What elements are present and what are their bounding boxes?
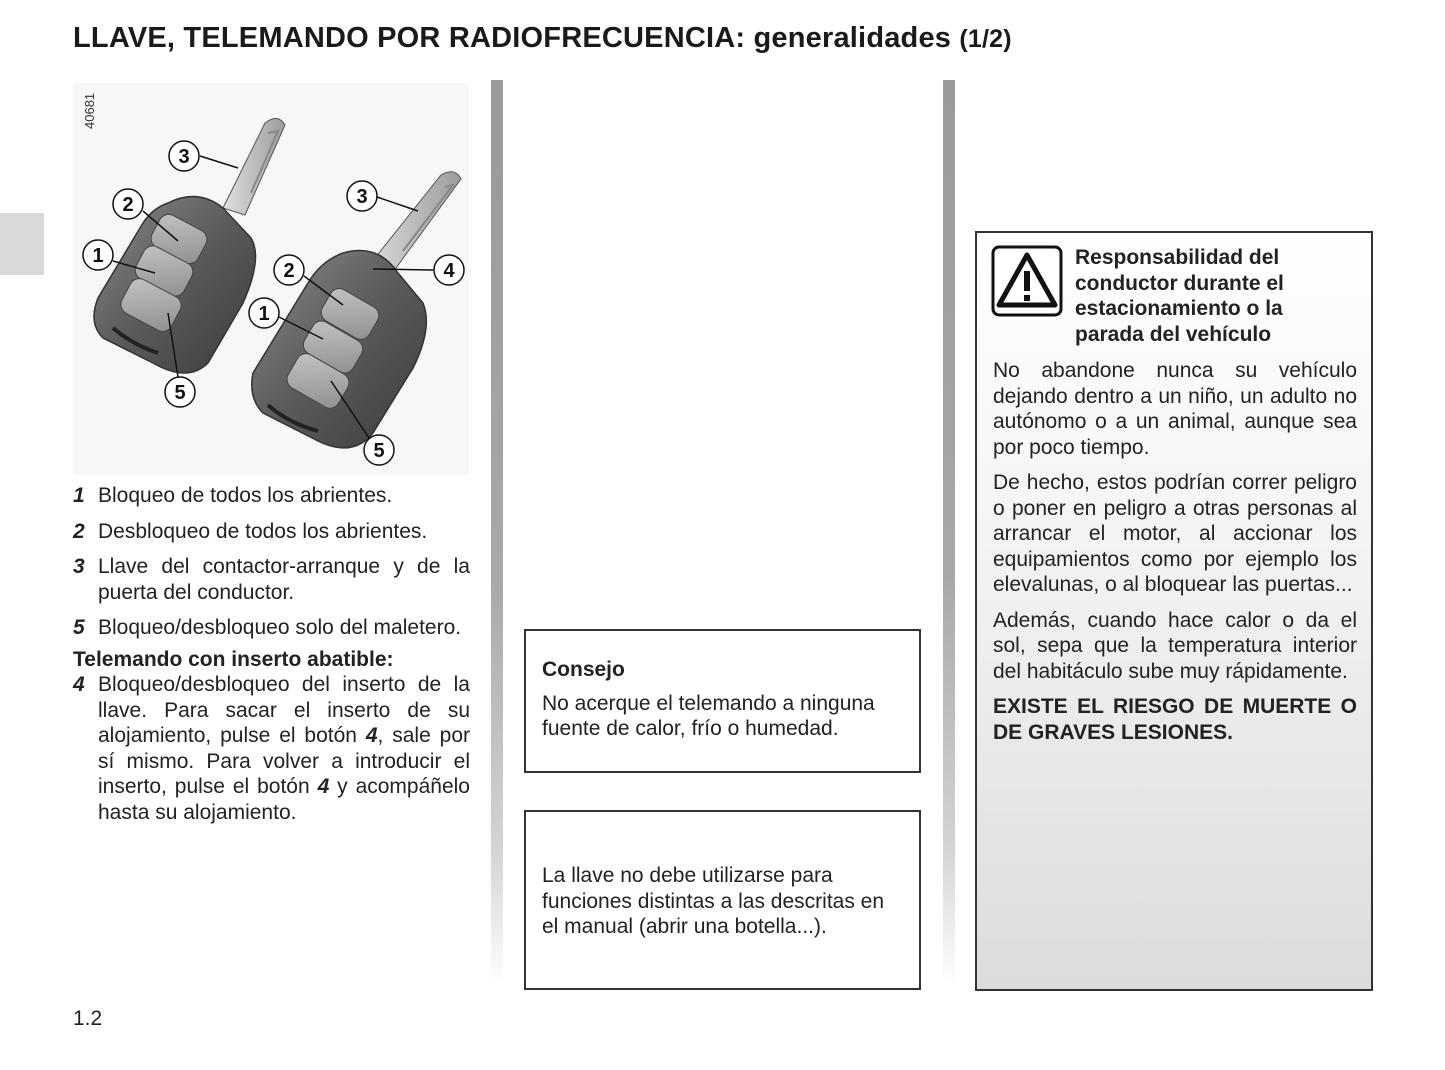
legend-item-text: Llave del contactor-arranque y de la puerta del conductor. — [98, 555, 470, 604]
figure-ref: 40681 — [82, 92, 97, 129]
column-divider-right — [943, 80, 955, 985]
legend — [73, 483, 470, 835]
legend-item-number: 2 — [73, 519, 85, 543]
legend-item — [73, 519, 470, 545]
legend-item4-text-c: y acompáñelo hasta su alojamiento. — [98, 775, 470, 824]
warning-paragraph: Además, cuando hace calor o da el sol, sepa que la temperatura interior del habitáculo sube muy rápidamente. — [993, 608, 1357, 683]
callout-right-3: 3 — [356, 186, 368, 208]
page-number: 1.2 — [73, 1007, 103, 1030]
legend-item-text: Desbloqueo de todos los abrientes. — [98, 519, 428, 543]
page-title-main: LLAVE, TELEMANDO POR RADIOFRECUENCIA: generalidades — [73, 22, 952, 54]
callout-right-4: 4 — [443, 260, 455, 282]
tip-title: Consejo — [542, 658, 625, 681]
callout-right-5: 5 — [373, 440, 385, 462]
legend-item-number: 3 — [73, 555, 85, 578]
legend-item4-text-b: , sale por sí mismo. Para volver a introducir el inserto, pulse el botón — [98, 724, 470, 798]
warning-box — [975, 231, 1373, 991]
note-box — [524, 810, 921, 990]
legend-subheading: Telemando con inserto abatible: — [73, 647, 394, 671]
legend-item — [73, 483, 470, 509]
key-illustration-svg — [73, 83, 469, 475]
legend-item4-button-ref: 4 — [317, 775, 330, 798]
legend-item — [73, 615, 470, 641]
legend-item4-button-ref: 4 — [365, 724, 378, 747]
page-title-part: (1/2) — [959, 25, 1012, 53]
callout-right-1: 1 — [258, 303, 270, 325]
callout-left-2: 2 — [122, 194, 134, 216]
legend-item-number: 5 — [73, 616, 85, 639]
column-divider-left — [491, 80, 503, 985]
legend-item-text: Bloqueo de todos los abrientes. — [98, 484, 393, 507]
legend-item-text: Bloqueo/desbloqueo solo del maletero. — [98, 616, 462, 639]
side-section-tab — [0, 213, 44, 275]
legend-item4-text-a: Bloqueo/desbloqueo del inserto de la llave. Para sacar el inserto de su alojamiento, pulse el botón — [98, 673, 470, 747]
note-text: La llave no debe utilizarse para funciones distintas a las descritas en el manual (abrir una botella...). — [542, 864, 885, 938]
legend-item-number: 1 — [73, 484, 85, 507]
callout-left-5: 5 — [174, 382, 186, 404]
warning-paragraph: No abandone nunca su vehículo dejando dentro a un niño, un adulto no autónomo o a un animal, aunque sea por poco tiempo. — [993, 359, 1357, 459]
tip-text: No acerque el telemando a ninguna fuente de calor, frío o humedad. — [542, 691, 875, 740]
key-illustration — [73, 83, 469, 475]
callout-left-1: 1 — [92, 245, 104, 267]
legend-item — [73, 554, 470, 605]
tip-box — [524, 629, 921, 773]
warning-emphasis: EXISTE EL RIESGO DE MUERTE O DE GRAVES LESIONES. — [993, 695, 1357, 744]
warning-paragraph: De hecho, estos podrían correr peligro o poner en peligro a otras personas al arrancar el motor, al accionar los equipamientos como por ejemplo los elevalunas, o al bloquear las puertas... — [993, 471, 1357, 596]
legend-item-number: 4 — [73, 673, 85, 696]
callout-left-3: 3 — [178, 146, 190, 168]
warning-triangle-icon — [991, 245, 1063, 317]
page-title — [73, 22, 1012, 55]
legend-item-4 — [73, 672, 470, 825]
warning-body — [993, 358, 1357, 755]
warning-title: Responsabilidad del conductor durante el estacionamiento o la parada del vehículo — [1075, 246, 1284, 346]
callout-right-2: 2 — [283, 260, 295, 282]
